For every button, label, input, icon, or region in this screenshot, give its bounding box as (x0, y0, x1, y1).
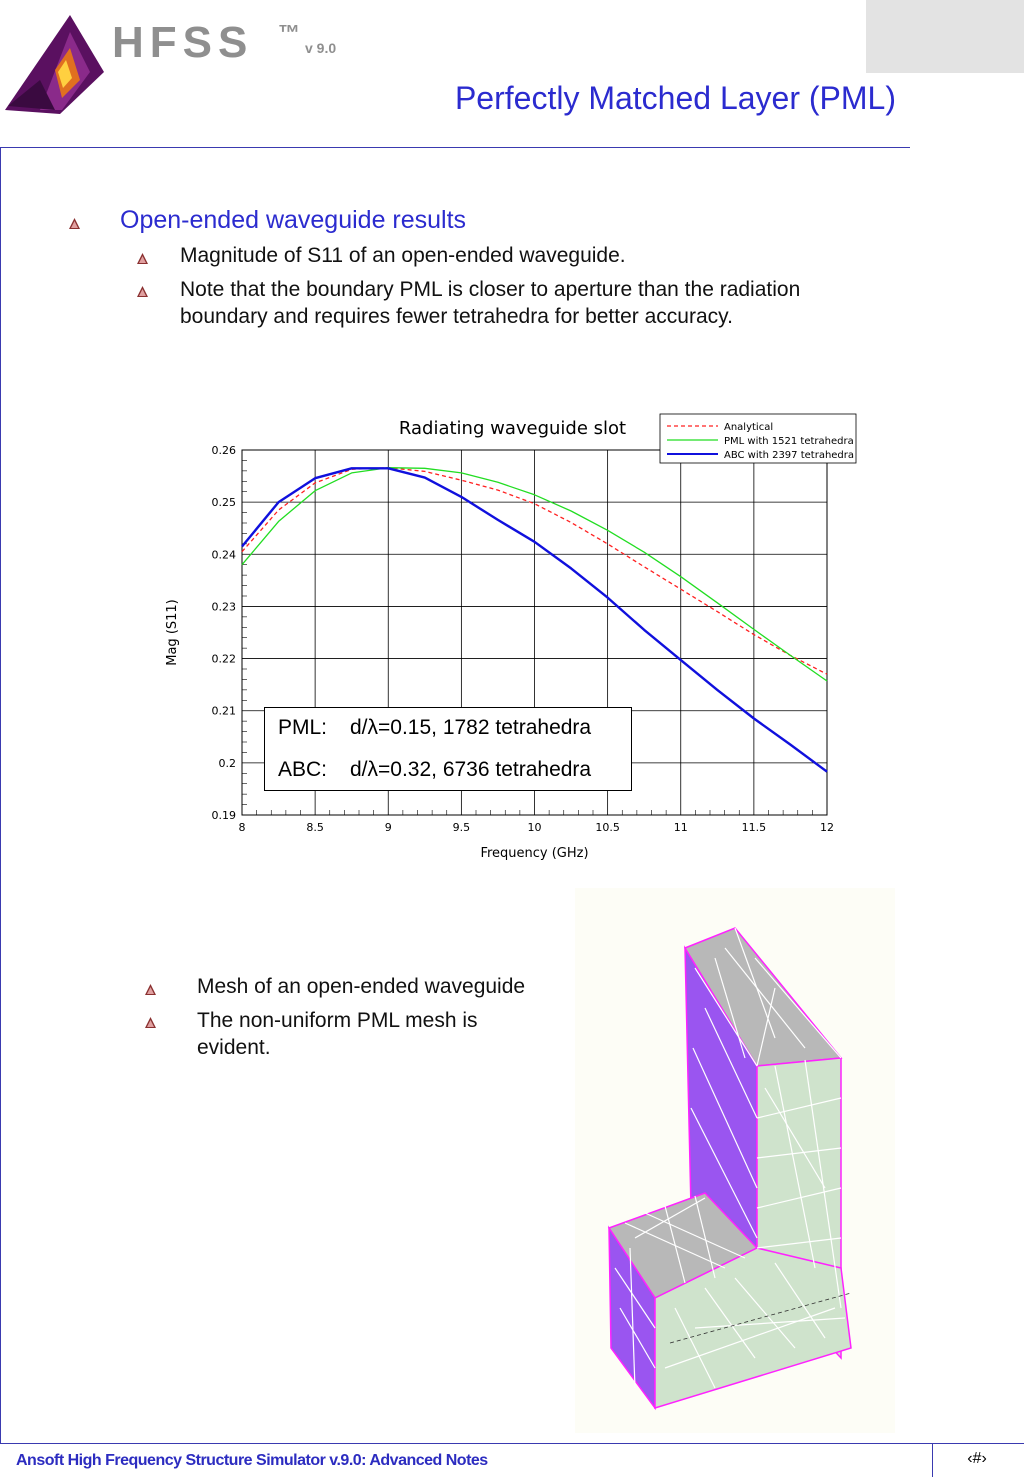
x-tick-label: 11.5 (741, 821, 767, 834)
y-tick-label: 0.19 (211, 809, 236, 822)
triangle-bullet-icon (145, 1017, 156, 1028)
header-divider (0, 147, 910, 148)
x-tick-label: 12 (820, 821, 834, 834)
legend-label: PML with 1521 tetrahedra (724, 436, 854, 447)
abc-text: d/λ=0.32, 6736 tetrahedra (350, 758, 592, 781)
legend-label: ABC with 2397 tetrahedra (724, 450, 855, 461)
hfss-logo-icon (0, 10, 105, 115)
logo-trademark: ™ (278, 20, 300, 45)
y-tick-label: 0.2 (218, 756, 236, 770)
waveguide-mesh-image (575, 888, 895, 1433)
x-tick-label: 9 (384, 821, 392, 834)
legend-label: Analytical (724, 422, 774, 433)
footer-text: Ansoft High Frequency Structure Simulator v.9.0: Advanced Notes (16, 1452, 488, 1469)
x-tick-label: 8.5 (306, 821, 324, 834)
x-tick-label: 9.5 (452, 821, 471, 834)
page-title: Perfectly Matched Layer (PML) (454, 80, 896, 116)
y-tick-label: 0.21 (211, 704, 236, 718)
footer-divider (0, 1443, 1024, 1444)
x-tick-label: 11 (673, 821, 688, 834)
logo-text: HFSS (112, 18, 254, 67)
section-heading: Open-ended waveguide results (120, 206, 467, 234)
triangle-bullet-icon (69, 218, 80, 229)
y-axis-label: Mag (S11) (165, 599, 180, 666)
x-tick-label: 8 (238, 821, 246, 834)
y-tick-label: 0.26 (211, 444, 236, 457)
triangle-bullet-icon (137, 286, 148, 297)
mesh-bullet-text-continued: evident. (197, 1036, 271, 1059)
bullet-text: Magnitude of S11 of an open-ended waveguide. (180, 244, 626, 267)
chart-title: Radiating waveguide slot (398, 418, 627, 439)
corner-box (866, 0, 1024, 73)
y-tick-label: 0.22 (211, 652, 236, 666)
s11-chart (150, 405, 870, 875)
mesh-bullet-text: Mesh of an open-ended waveguide (197, 975, 526, 998)
logo-version: v 9.0 (305, 40, 337, 56)
x-axis-label: Frequency (GHz) (480, 846, 589, 861)
abc-label: ABC: (278, 758, 328, 781)
left-border (0, 148, 1, 1443)
triangle-bullet-icon (137, 253, 148, 264)
triangle-bullet-icon (145, 984, 156, 995)
y-tick-label: 0.23 (211, 600, 236, 614)
page-number: ‹#› (967, 1450, 987, 1467)
y-tick-label: 0.25 (211, 496, 236, 510)
y-tick-label: 0.24 (211, 548, 236, 562)
pml-text: d/λ=0.15, 1782 tetrahedra (350, 716, 592, 739)
x-tick-label: 10 (527, 821, 542, 834)
bullet-text: Note that the boundary PML is closer to aperture than the radiation (180, 278, 801, 301)
x-tick-label: 10.5 (595, 821, 620, 834)
pml-label: PML: (278, 716, 328, 739)
bullet-text-continued: boundary and requires fewer tetrahedra for better accuracy. (180, 305, 733, 328)
annotation-box (264, 707, 632, 791)
mesh-bullet-text: The non-uniform PML mesh is (197, 1009, 478, 1032)
